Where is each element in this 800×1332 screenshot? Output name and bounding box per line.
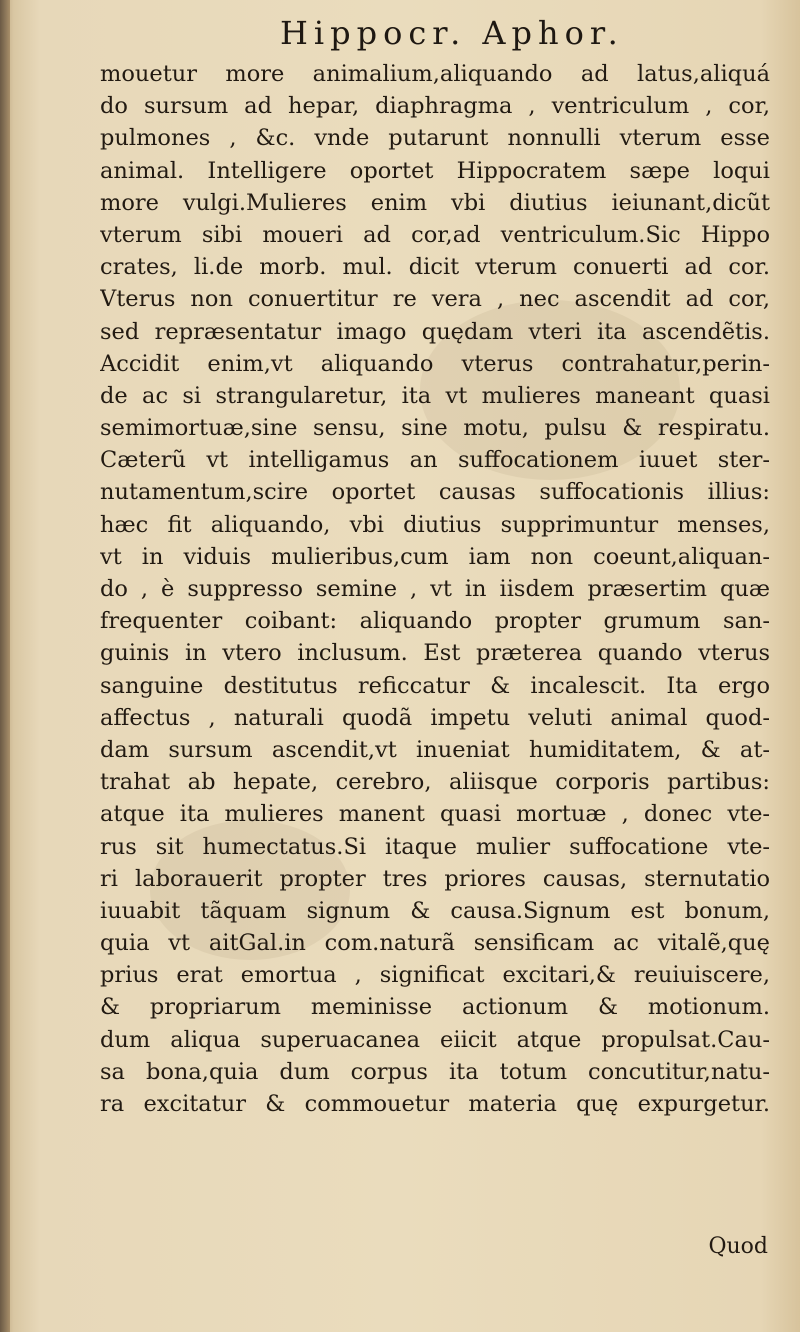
page-header (0, 14, 800, 60)
text-line: pulmones , &c. vnde putarunt nonnulli vterum esse (100, 125, 770, 152)
text-line: vt in viduis mulieribus,cum iam non coeunt,aliquan- (100, 543, 770, 570)
body-text (100, 58, 770, 1120)
page-gutter (0, 0, 10, 1332)
text-line: do sursum ad hepar, diaphragma , ventriculum , cor, (100, 93, 770, 120)
text-line: more vulgi.Mulieres enim vbi diutius ieiunant,dicũt (100, 189, 770, 216)
text-line: hæc fit aliquando, vbi diutius supprimuntur menses, (100, 511, 770, 538)
text-line: atque ita mulieres manent quasi mortuæ , donec vte- (100, 801, 770, 828)
text-line: de ac si strangularetur, ita vt mulieres maneant quasi (100, 382, 770, 409)
text-line: dum aliqua superuacanea eiicit atque propulsat.Cau- (100, 1026, 770, 1053)
text-line: Cæterũ vt intelligamus an suffocationem iuuet ster- (100, 447, 770, 474)
text-line: frequenter coibant: aliquando propter grumum san- (100, 608, 770, 635)
text-line: animal. Intelligere oportet Hippocratem sæpe loqui (100, 157, 770, 184)
text-line: crates, li.de morb. mul. dicit vterum conuerti ad cor. (100, 254, 770, 281)
running-head: Hippocr. Aphor. (280, 14, 624, 52)
text-line: prius erat emortua , significat excitari,& reuiuiscere, (100, 962, 770, 989)
text-line: sed repræsentatur imago quędam vteri ita ascendẽtis. (100, 318, 770, 345)
text-line: iuuabit tãquam signum & causa.Signum est bonum, (100, 897, 770, 924)
text-line: nutamentum,scire oportet causas suffocationis illius: (100, 479, 770, 506)
text-line: quia vt aitGal.in com.naturã sensificam ac vitalẽ,quę (100, 930, 770, 957)
text-line: ra excitatur & commouetur materia quę expurgetur. (100, 1091, 770, 1117)
text-line: vterum sibi moueri ad cor,ad ventriculum.Sic Hippo (100, 221, 770, 248)
text-line: sa bona,quia dum corpus ita totum concutitur,natu- (100, 1058, 770, 1085)
text-line: guinis in vtero inclusum. Est præterea quando vterus (100, 640, 770, 667)
text-line: sanguine destitutus reficcatur & incalescit. Ita ergo (100, 672, 770, 699)
text-line: do , è suppresso semine , vt in iisdem præsertim quæ (100, 576, 770, 602)
text-line: trahat ab hepate, cerebro, aliisque corporis partibus: (100, 769, 770, 796)
text-line: ri laborauerit propter tres priores causas, sternutatio (100, 865, 770, 892)
text-line: Accidit enim,vt aliquando vterus contrahatur,perin- (100, 350, 770, 377)
text-line: semimortuæ,sine sensu, sine motu, pulsu & respiratu. (100, 415, 770, 442)
text-line: mouetur more animalium,aliquando ad latus,aliquá (100, 61, 770, 87)
text-line: dam sursum ascendit,vt inueniat humiditatem, & at- (100, 736, 770, 763)
text-line: Vterus non conuertitur re vera , nec ascendit ad cor, (100, 286, 770, 313)
text-line: & propriarum meminisse actionum & motionum. (100, 994, 770, 1021)
text-line: affectus , naturali quodã impetu veluti animal quod- (100, 704, 770, 731)
catchword: Quod (708, 1234, 768, 1259)
text-line: rus sit humectatus.Si itaque mulier suffocatione vte- (100, 833, 770, 860)
